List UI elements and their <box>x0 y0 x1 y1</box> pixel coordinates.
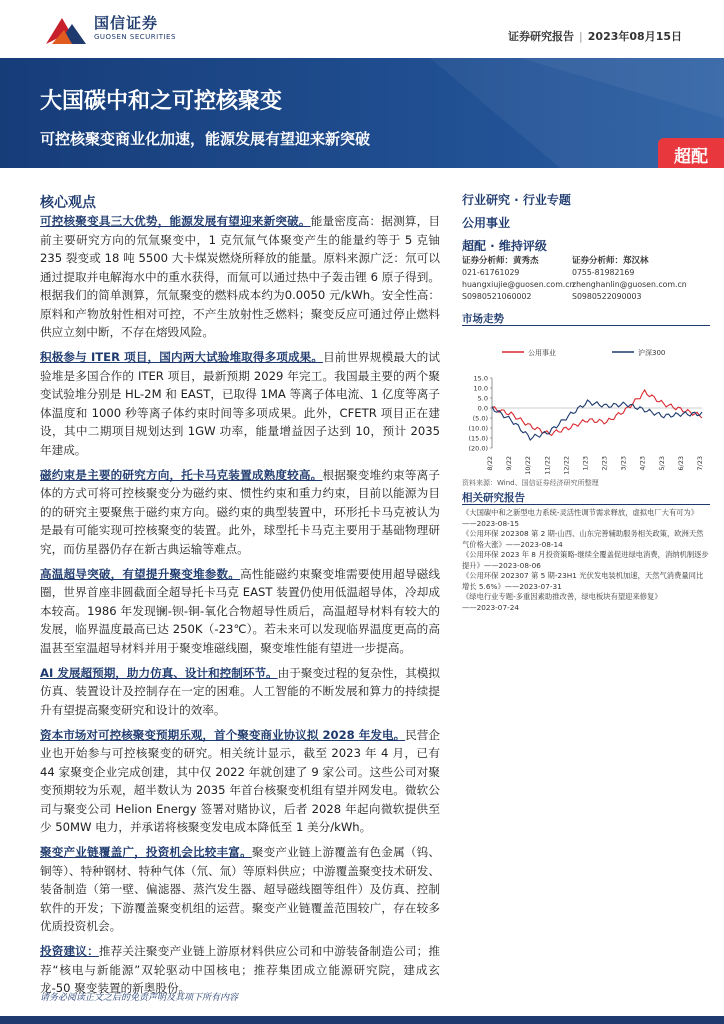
report-category: 行业研究 · 行业专题 <box>462 193 571 207</box>
brand-name-en: GUOSEN SECURITIES <box>94 33 176 41</box>
core-view-paragraph <box>40 466 440 559</box>
paragraph-body: 高性能磁约束聚变堆需要使用超导磁线圈，世界首座非圆截面全超导托卡马克 EAST 装置仍使用低温超导体，冷却成本较高。1986 年发现镧-钡-铜-氧化合物超导性质后，高温超导材料有较大的发展，临界温度最高已达 250K（-23℃）。若未来可以发现临界温度更高的高温甚至室温超导材料并用于聚变堆磁线圈，聚变堆性能有望进一步提高。 <box>40 566 440 655</box>
x-tick-label: 12/22 <box>562 456 571 475</box>
analyst-phone: 0755-81982169 <box>572 268 635 277</box>
related-reports-divider <box>462 504 710 505</box>
analyst-card <box>462 255 575 303</box>
y-tick-label: 15.0 <box>473 374 488 383</box>
chart-source: 资料来源：Wind、国信证券经济研究所整理 <box>462 479 599 487</box>
series-line <box>492 390 702 435</box>
related-report-title[interactable]: 《绿电行业专题-多重因素助推改善，绿电板块有望迎来修复》 <box>462 592 662 601</box>
paragraph-lead: AI 发展超预期，助力仿真、设计和控制环节。 <box>40 665 278 680</box>
report-date: 2023年08月15日 <box>587 30 682 43</box>
related-report-title[interactable]: 《公用环保 2023 年 8 月投资策略-继续全覆盖促进绿电消费，消纳机制逐步提升》 <box>462 550 709 570</box>
y-tick-label: 0.0 <box>477 404 488 413</box>
industry-name: 公用事业 <box>462 216 511 230</box>
core-view-body <box>40 212 440 1004</box>
series-line <box>492 400 702 440</box>
paragraph-body: 民营企业也开始参与可控核聚变的研究。相关统计显示，截至 2023 年 4 月，已有 44 家聚变企业完成创建，其中仅 2022 年就创建了 9 家公司。这些公司对聚变预期较为乐观，超半数认为 2035 年首台核聚变机组有望并网发电。微软公司与聚变公司 Helion Energy 签署对赌协议，后者 2028 年起向微软提供至少 50MW 电力，并承诺将核聚变发电成本降低至 1 美分/kWh。 <box>40 727 440 834</box>
industry-rating: 超配 · 维持评级 <box>462 239 547 253</box>
analyst-name: 证券分析师：黄秀杰 <box>462 256 539 266</box>
legend-label: 沪深300 <box>638 349 666 357</box>
title-banner <box>0 58 724 168</box>
related-report-item[interactable] <box>462 571 710 592</box>
core-view-paragraph <box>40 565 440 658</box>
report-title: 大国碳中和之可控核聚变 <box>40 89 283 114</box>
y-tick-label: 5.0 <box>477 394 488 403</box>
core-view-paragraph <box>40 664 440 720</box>
analyst-email: zhenghanlin@guosen.com.cn <box>572 280 687 289</box>
rating-badge: 超配 <box>658 138 724 168</box>
y-tick-label: (15.0) <box>468 434 488 443</box>
paragraph-lead: 聚变产业链覆盖广，投资机会比较丰富。 <box>40 845 252 859</box>
y-tick-label: (10.0) <box>468 424 488 433</box>
analyst-email: huangxiujie@guosen.com.cn <box>462 280 575 289</box>
core-view-paragraph <box>40 843 440 936</box>
paragraph-lead: 高温超导突破，有望提升聚变堆参数。 <box>40 566 241 581</box>
x-tick-label: 8/22 <box>486 456 494 471</box>
paragraph-lead: 积极参与 ITER 项目，国内两大试验堆取得多项成果。 <box>40 350 324 364</box>
related-report-title[interactable]: 《公用环保 202307 第 5 期-23H1 光伏发电装机加速，天然气消费量同比增长 5.6%》 <box>462 571 704 591</box>
market-trend-divider <box>462 325 710 326</box>
core-view-paragraph <box>40 212 440 342</box>
footer-bar <box>0 1016 724 1024</box>
report-meta: 证券研究报告 | 2023年08月15日 <box>508 30 682 43</box>
related-report-item[interactable] <box>462 508 710 529</box>
analyst-cert: S0980521060002 <box>462 292 532 301</box>
market-trend-chart <box>462 340 710 478</box>
paragraph-body: 推荐关注聚变产业链上游原材料供应公司和中游装备制造公司；推荐“核电与新能源”双轮驱动中国核电；推荐集团成立能源研究院，建成玄龙-50 聚变装置的新奥股份。 <box>40 944 440 995</box>
x-tick-label: 5/23 <box>657 456 666 471</box>
analyst-name: 证券分析师：郑汉林 <box>572 256 649 266</box>
related-report-title[interactable]: 《公用环保 202308 第 2 期-山西、山东完善辅助服务相关政策，欧洲天然气价格大涨》 <box>462 529 704 549</box>
legend-label: 公用事业 <box>528 349 556 357</box>
x-tick-label: 2/23 <box>600 456 609 471</box>
paragraph-lead: 资本市场对可控核聚变预期乐观，首个聚变商业协议拟 2028 年发电。 <box>40 727 406 742</box>
x-tick-label: 3/23 <box>619 456 628 471</box>
analyst-phone: 021-61761029 <box>462 268 520 277</box>
y-tick-label: (5.0) <box>472 414 488 423</box>
paragraph-lead: 可控核聚变具三大优势，能源发展有望迎来新突破。 <box>40 214 311 228</box>
related-report-date: ——2023-07-31 <box>504 581 562 591</box>
related-reports-title: 相关研究报告 <box>462 492 525 504</box>
x-tick-label: 7/23 <box>696 456 704 471</box>
disclaimer-note: 请务必阅读正文之后的免责声明及其项下所有内容 <box>40 993 239 1003</box>
paragraph-lead: 磁约束是主要的研究方向，托卡马克装置成熟度较高。 <box>40 467 323 482</box>
x-tick-label: 6/23 <box>676 456 685 471</box>
market-trend-title: 市场走势 <box>462 313 504 325</box>
related-report-date: ——2023-07-24 <box>462 602 519 612</box>
x-tick-label: 10/22 <box>524 456 533 475</box>
report-subtitle: 可控核聚变商业化加速，能源发展有望迎来新突破 <box>40 130 371 148</box>
paragraph-body: 目前世界规模最大的试验堆是多国合作的 ITER 项目，最新预期 2029 年完工。我国最主要的两个聚变试验堆分别是 HL-2M 和 EAST，已取得 1MA 等离子体电流、1 亿度等离子体温度和 1000 秒等离子体约束时间等多项成果。此外，CFETR 项目正在建设，其中二期项目规划达到 1GW 功率，能量增益因子达到 10，预计 2035 年建成。 <box>40 350 440 457</box>
x-tick-label: 4/23 <box>638 456 647 471</box>
related-reports-list <box>462 508 710 613</box>
y-tick-label: (20.0) <box>468 444 488 453</box>
x-tick-label: 11/22 <box>543 456 552 475</box>
paragraph-lead: 投资建议： <box>40 944 99 958</box>
related-report-date: ——2023-08-15 <box>462 518 519 528</box>
paragraph-body: 由于聚变过程的复杂性，其模拟仿真、装置设计及控制存在一定的困难。人工智能的不断发展和算力的持续提升有望提高聚变研究和设计的效率。 <box>40 665 440 717</box>
core-view-heading: 核心观点 <box>40 195 96 211</box>
related-report-item[interactable] <box>462 529 710 550</box>
paragraph-body: 根据聚变堆约束等离子体的方式可将可控核聚变分为磁约束、惯性约束和重力约束，目前以能源为目的的研究主要聚焦于磁约束方向。磁约束的典型装置中，环形托卡马克被认为是最有可能实现可控核聚变的装置。此外，球型托卡马克主要用于基础物理研究，而仿星器仍存在新古典运输等难点。 <box>40 467 440 556</box>
related-report-title[interactable]: 《大国碳中和之新型电力系统-灵活性调节需求释放，虚拟电厂大有可为》 <box>462 508 699 517</box>
related-report-date: ——2023-08-14 <box>505 539 563 549</box>
related-report-date: ——2023-08-06 <box>483 560 541 570</box>
core-view-paragraph <box>40 726 440 837</box>
related-report-item[interactable] <box>462 592 710 613</box>
paragraph-body: 能量密度高：据测算，目前主要研究方向的氘氚聚变中，1 克氘氚气体聚变产生的能量约等于 5 克铀 235 裂变或 18 吨 5500 大卡煤炭燃烧所释放的能量。原料来源广泛：氘可以通过提取并电解海水中的重水获得，而氚可以通过热中子轰击锂 6 原子得到。根据我们的简单测算，氘氚聚变的燃料成本约为0.0050 元/kWh。安全性高：原料和产物放射性相对可控，不产生放射性乏燃料；聚变反应可通过停止燃料供应立刻中断，不存在熔毁风险。 <box>40 214 440 339</box>
analyst-cert: S0980522090003 <box>572 292 642 301</box>
report-type: 证券研究报告 <box>508 30 575 43</box>
guosen-logo-icon <box>42 14 90 50</box>
brand-name-cn: 国信证券 <box>94 14 159 32</box>
y-tick-label: 10.0 <box>473 384 488 393</box>
related-report-item[interactable] <box>462 550 710 571</box>
analyst-card <box>572 255 687 303</box>
paragraph-body: 聚变产业链上游覆盖有色金属（钨、铜等）、特种钢材、特种气体（氘、氚）等原料供应；中游覆盖聚变技术研发、装备制造（第一壁、偏滤器、蒸汽发生器、超导磁线圈等组件）及仿真、控制软件的开发；下游覆盖聚变机组的运营。聚变产业链覆盖范围较广，存在较多优质投资机会。 <box>40 845 440 933</box>
x-tick-label: 9/22 <box>505 456 514 471</box>
x-tick-label: 1/23 <box>581 456 590 471</box>
core-view-paragraph <box>40 348 440 459</box>
